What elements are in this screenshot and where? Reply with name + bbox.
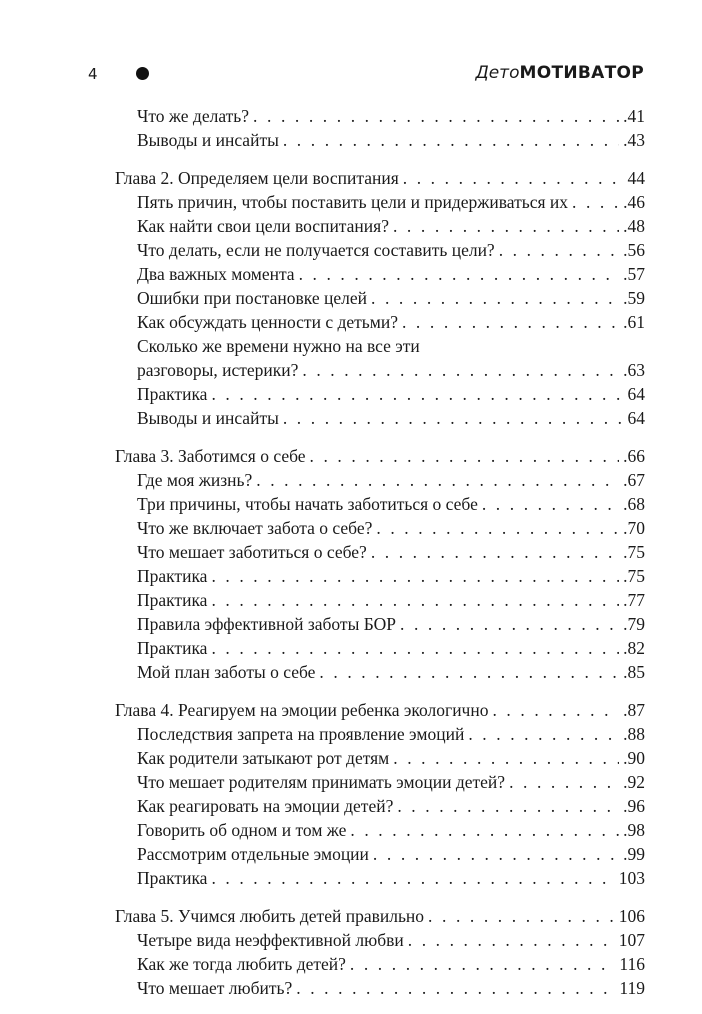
entry-page-number: 116 [619, 954, 645, 974]
dot-leader [299, 262, 620, 286]
entry-title: Глава 3. Заботимся о себе [115, 446, 306, 466]
running-title-italic: Дето [475, 63, 520, 83]
dot-leader [319, 660, 619, 684]
entry-page-number: .56 [623, 240, 645, 260]
page-header [88, 62, 644, 88]
toc-entry [115, 976, 645, 1000]
entry-title: Глава 2. Определяем цели воспитания [115, 168, 399, 188]
dot-leader [371, 286, 619, 310]
entry-title: Как реагировать на эмоции детей? [137, 796, 394, 816]
entry-title: Как родители затыкают рот детям [137, 748, 390, 768]
entry-title: Два важных момента [137, 264, 295, 284]
toc-entry [115, 214, 645, 238]
entry-page-number: .70 [623, 518, 645, 538]
entry-page-number: 44 [627, 168, 645, 188]
chapter-heading [115, 444, 645, 468]
toc-entry [115, 516, 645, 540]
entry-page-number: 64 [627, 384, 645, 404]
entry-title: Три причины, чтобы начать заботиться о себе [137, 494, 478, 514]
toc-entry [115, 770, 645, 794]
dot-leader [373, 842, 619, 866]
dot-leader [403, 166, 624, 190]
entry-title: Что делать, если не получается составить цели? [137, 240, 495, 260]
toc-entry [115, 286, 645, 310]
entry-page-number: .57 [623, 264, 645, 284]
entry-title: Сколько же времени нужно на все эти [137, 336, 420, 356]
dot-leader [302, 358, 619, 382]
entry-title: Практика [137, 590, 208, 610]
entry-title: Выводы и инсайты [137, 408, 279, 428]
entry-title: Глава 4. Реагируем на эмоции ребенка экологично [115, 700, 489, 720]
toc-entry [115, 190, 645, 214]
dot-leader [402, 310, 619, 334]
dot-leader [499, 238, 619, 262]
toc-entry [115, 262, 645, 286]
entry-page-number: 106 [618, 906, 645, 926]
entry-page-number: .92 [623, 772, 645, 792]
entry-title: Рассмотрим отдельные эмоции [137, 844, 369, 864]
dot-leader [393, 214, 619, 238]
entry-title: Последствия запрета на проявление эмоций [137, 724, 465, 744]
entry-title: Что мешает родителям принимать эмоции детей? [137, 772, 506, 792]
bullet-icon [136, 67, 149, 80]
dot-leader [350, 952, 615, 976]
entry-title: Что мешает заботиться о себе? [137, 542, 367, 562]
chapter-heading [115, 166, 645, 190]
entry-title: разговоры, истерики? [137, 360, 299, 380]
toc-group [115, 698, 645, 890]
entry-page-number: 103 [618, 868, 645, 888]
entry-page-number: .99 [623, 844, 645, 864]
entry-title: Что же делать? [137, 106, 250, 126]
toc-entry [115, 952, 645, 976]
entry-page-number: .77 [623, 590, 645, 610]
entry-page-number: .66 [623, 446, 645, 466]
dot-leader [468, 722, 619, 746]
dot-leader [492, 698, 619, 722]
dot-leader [428, 904, 615, 928]
dot-leader [397, 794, 619, 818]
dot-leader [310, 444, 620, 468]
dot-leader [283, 406, 624, 430]
dot-leader [400, 612, 619, 636]
entry-page-number: .87 [623, 700, 645, 720]
dot-leader [572, 190, 619, 214]
toc-group [115, 444, 645, 684]
entry-title: Пять причин, чтобы поставить цели и придерживаться их [137, 192, 569, 212]
dot-leader [376, 516, 619, 540]
entry-page-number: 64 [627, 408, 645, 428]
toc-entry [115, 334, 645, 358]
entry-page-number: .68 [623, 494, 645, 514]
entry-page-number: .67 [623, 470, 645, 490]
entry-page-number: .75 [623, 566, 645, 586]
toc-entry [115, 746, 645, 770]
dot-leader [253, 104, 619, 128]
table-of-contents [115, 104, 645, 1014]
toc-group [115, 166, 645, 430]
toc-entry [115, 612, 645, 636]
dot-leader [482, 492, 619, 516]
entry-title: Что мешает любить? [137, 978, 293, 998]
toc-entry [115, 104, 645, 128]
dot-leader [211, 588, 619, 612]
page-number: 4 [88, 65, 98, 83]
entry-page-number: .48 [623, 216, 645, 236]
toc-entry [115, 238, 645, 262]
entry-page-number: .88 [623, 724, 645, 744]
toc-entry [115, 128, 645, 152]
entry-page-number: .98 [623, 820, 645, 840]
toc-entry [115, 468, 645, 492]
toc-entry-continuation [115, 358, 645, 382]
entry-title: Мой план заботы о себе [137, 662, 316, 682]
toc-entry [115, 660, 645, 684]
entry-page-number: .63 [623, 360, 645, 380]
entry-page-number: .96 [623, 796, 645, 816]
dot-leader [211, 382, 623, 406]
dot-leader [393, 746, 619, 770]
toc-entry [115, 636, 645, 660]
toc-entry [115, 382, 645, 406]
entry-title: Правила эффективной заботы БОР [137, 614, 396, 634]
entry-page-number: .46 [623, 192, 645, 212]
toc-group [115, 904, 645, 1000]
toc-entry [115, 818, 645, 842]
dot-leader [509, 770, 619, 794]
running-title-bold: МОТИВАТОР [519, 63, 644, 83]
entry-title: Как же тогда любить детей? [137, 954, 346, 974]
toc-entry [115, 564, 645, 588]
entry-page-number: .79 [623, 614, 645, 634]
dot-leader [296, 976, 615, 1000]
entry-title: Как найти свои цели воспитания? [137, 216, 389, 236]
entry-title: Практика [137, 566, 208, 586]
running-title [475, 63, 644, 83]
entry-title: Что же включает забота о себе? [137, 518, 373, 538]
entry-page-number: .41 [623, 106, 645, 126]
toc-entry [115, 842, 645, 866]
entry-title: Где моя жизнь? [137, 470, 253, 490]
entry-page-number: .82 [623, 638, 645, 658]
entry-title: Практика [137, 638, 208, 658]
toc-entry [115, 588, 645, 612]
entry-page-number: .90 [623, 748, 645, 768]
entry-page-number: .43 [623, 130, 645, 150]
toc-entry [115, 866, 645, 890]
entry-title: Выводы и инсайты [137, 130, 279, 150]
toc-entry [115, 722, 645, 746]
dot-leader [256, 468, 619, 492]
dot-leader [350, 818, 619, 842]
entry-page-number: .59 [623, 288, 645, 308]
toc-entry [115, 928, 645, 952]
dot-leader [211, 866, 614, 890]
entry-title: Глава 5. Учимся любить детей правильно [115, 906, 425, 926]
entry-title: Как обсуждать ценности с детьми? [137, 312, 398, 332]
entry-page-number: 119 [619, 978, 645, 998]
entry-title: Практика [137, 384, 208, 404]
entry-page-number: .61 [623, 312, 645, 332]
dot-leader [211, 564, 619, 588]
toc-entry [115, 540, 645, 564]
entry-title: Говорить об одном и том же [137, 820, 347, 840]
entry-title: Ошибки при постановке целей [137, 288, 368, 308]
entry-title: Практика [137, 868, 208, 888]
toc-entry [115, 794, 645, 818]
toc-entry [115, 492, 645, 516]
chapter-heading [115, 698, 645, 722]
dot-leader [211, 636, 619, 660]
entry-page-number: .85 [623, 662, 645, 682]
dot-leader [283, 128, 619, 152]
toc-entry [115, 406, 645, 430]
chapter-heading [115, 904, 645, 928]
dot-leader [371, 540, 619, 564]
entry-title: Четыре вида неэффективной любви [137, 930, 404, 950]
toc-entry [115, 310, 645, 334]
toc-group [115, 104, 645, 152]
dot-leader [408, 928, 615, 952]
entry-page-number: .75 [623, 542, 645, 562]
entry-page-number: 107 [618, 930, 645, 950]
